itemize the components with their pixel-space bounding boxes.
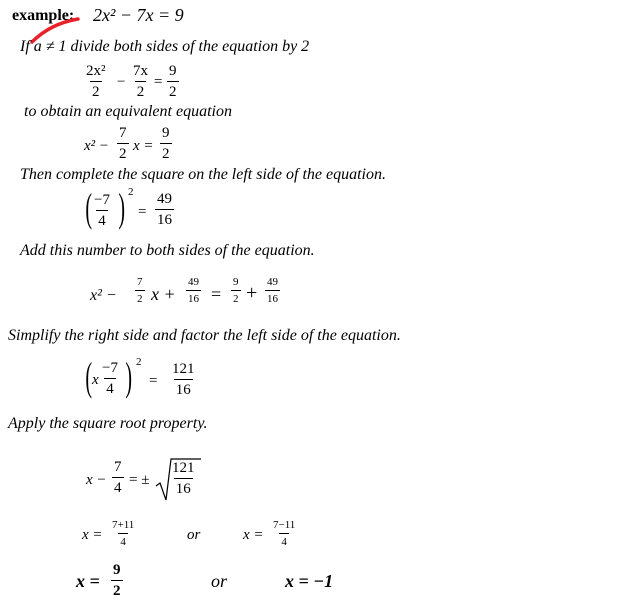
eq8-solution-neg1: x = −1	[285, 571, 334, 591]
eq5-frac-neg7-over-4: $\frac{-7}{4}$	[102, 360, 118, 397]
step-equivalent: to obtain an equivalent equation	[24, 103, 232, 120]
eq4-frac-9-over-2: $\frac{9}{2}$	[233, 276, 239, 305]
eq6-frac-7-over-4: $\frac{7}{4}$	[114, 459, 122, 496]
eq4-x-squared-minus: x² −	[90, 287, 117, 304]
eq1-minus: −	[117, 74, 126, 90]
eq4-frac-49-over-16-right: $\frac{49}{16}$	[267, 276, 278, 305]
eq2-x-squared-minus: x² −	[84, 138, 110, 154]
eq5-frac-121-over-16: $\frac{121}{16}$	[172, 361, 195, 398]
eq1-frac-2x2-over-2: $\frac{\text{2x²}}{2}$	[86, 63, 106, 100]
eq5-equals: =	[149, 373, 158, 389]
eq5-exponent: 2	[136, 356, 142, 368]
eq3-frac-neg7-over-4: $\frac{-7}{4}$	[94, 192, 110, 229]
eq4-frac-7-over-2: $\frac{7}{2}$	[137, 276, 143, 305]
eq7-x-equals-2: x =	[243, 527, 264, 543]
eq1-frac-9-over-2: $\frac{9}{2}$	[169, 63, 177, 100]
eq3-left-paren: (	[85, 185, 92, 230]
eq6-frac-121-over-16: $\frac{121}{16}$	[172, 460, 195, 497]
step-divide: If a ≠ 1 divide both sides of the equation by 2	[20, 38, 310, 55]
eq4-equals: =	[211, 284, 222, 304]
eq3-frac-49-over-16: $\frac{49}{16}$	[157, 191, 172, 228]
step-complete-square: Then complete the square on the left side of the equation.	[20, 166, 386, 183]
eq4-x-plus: x +	[151, 284, 176, 304]
eq5-right-paren: )	[125, 354, 132, 399]
eq2-frac-9-over-2: $\frac{9}{2}$	[162, 125, 170, 162]
eq6-equals-plusminus: = ±	[129, 472, 150, 488]
eq2-x-equals: x =	[133, 138, 154, 154]
eq1-frac-7x-over-2: $\frac{7x}{2}$	[133, 63, 148, 100]
example-label: example:	[12, 7, 75, 24]
eq4-frac-49-over-16: $\frac{49}{16}$	[188, 276, 199, 305]
eq7-or: or	[187, 527, 201, 543]
eq7-x-equals-1: x =	[82, 527, 103, 543]
step-square-root: Apply the square root property.	[8, 415, 208, 432]
example-equation: 2x² − 7x = 9	[93, 5, 184, 25]
eq5-x: x	[92, 372, 99, 388]
eq5-left-paren: (	[85, 354, 92, 399]
eq3-right-paren: )	[118, 185, 125, 230]
eq6-x-minus: x −	[86, 472, 107, 488]
eq3-equals: =	[138, 204, 147, 220]
eq4-plus: +	[246, 282, 258, 304]
eq7-frac-7minus11-over-4: $\frac{7-11}{4}$	[273, 519, 296, 548]
eq3-exponent: 2	[128, 186, 134, 198]
eq1-equals: =	[154, 74, 163, 90]
eq2-frac-7-over-2: $\frac{7}{2}$	[119, 125, 127, 162]
step-simplify-factor: Simplify the right side and factor the left side of the equation.	[8, 327, 401, 344]
eq7-frac-7plus11-over-4: $\frac{7+11}{4}$	[112, 519, 135, 548]
eq8-or: or	[211, 571, 228, 591]
step-add-number: Add this number to both sides of the equation.	[20, 242, 315, 259]
eq8-x-equals: x =	[76, 571, 100, 591]
eq8-frac-9-over-2: $\frac{9}{2}$	[113, 562, 121, 599]
